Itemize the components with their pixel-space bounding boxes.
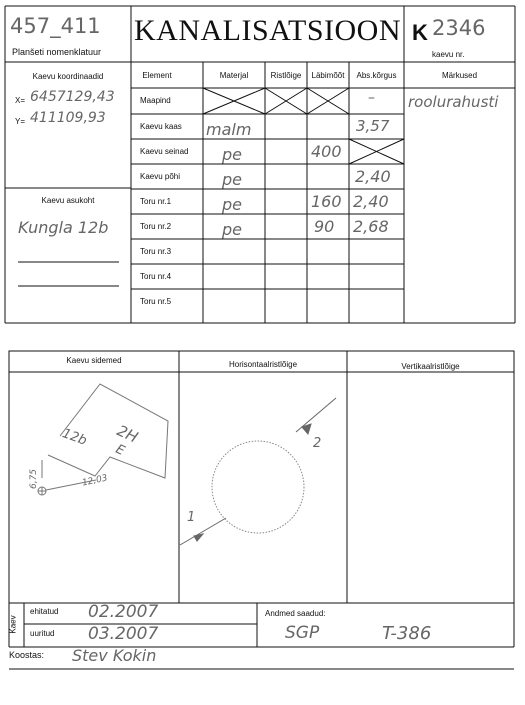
author-label: Koostas: [9, 650, 45, 660]
col-diameter: Läbimõõt [311, 71, 345, 80]
row-element: Toru nr.5 [140, 297, 172, 306]
row-element: Kaevu seinad [140, 147, 189, 156]
footer-side-label: Kaev [8, 615, 18, 634]
row-element: Toru nr.1 [140, 197, 172, 206]
house-floors: 2H [114, 421, 141, 447]
measured-label: uuritud [30, 629, 55, 638]
built-value: 02.2007 [88, 602, 159, 622]
row-elevation: – [368, 90, 375, 106]
vertical-label: Vertikaalristlõige [401, 362, 460, 371]
built-label: ehitatud [30, 607, 59, 616]
col-elevation: Abs.kõrgus [356, 71, 397, 80]
y-prefix: Y= [15, 117, 26, 126]
row-material: pe [222, 195, 242, 214]
coords-label: Kaevu koordinaadid [32, 72, 104, 81]
row-elevation: 2,40 [355, 167, 391, 186]
dim-a: 6,75 [29, 468, 40, 490]
nomenclature-label: Planšeti nomenklatuur [12, 47, 102, 57]
row-element: Maapind [140, 96, 171, 105]
measured-value: 03.2007 [88, 624, 159, 644]
row-element: Toru nr.4 [140, 272, 172, 281]
pipe-1-label: 1 [187, 510, 196, 525]
x-prefix: X= [15, 96, 26, 105]
row-material: pe [222, 220, 242, 239]
row-elevation: 3,57 [356, 117, 390, 135]
pipe-2-label: 2 [313, 436, 322, 451]
location-label: Kaevu asukoht [41, 196, 95, 205]
dim-b: 12,03 [81, 473, 109, 489]
row-notes: roolurahusti [408, 93, 499, 111]
well-label: kaevu nr. [432, 50, 465, 59]
row-diameter: 90 [314, 217, 335, 236]
location-value: Kungla 12b [18, 218, 109, 237]
house-letter: E [113, 441, 128, 460]
row-elevation: 2,40 [353, 192, 389, 211]
row-diameter: 400 [311, 142, 342, 161]
row-element: Toru nr.2 [140, 222, 172, 231]
col-notes: Märkused [441, 71, 478, 80]
col-material: Materjal [219, 71, 249, 80]
col-element: Element [142, 71, 172, 80]
row-material: pe [222, 170, 242, 189]
well-prefix: K [412, 20, 428, 45]
house-number: 12b [60, 426, 89, 449]
x-value: 6457129,43 [30, 89, 115, 105]
row-element: Kaevu põhi [140, 172, 181, 181]
row-material: pe [222, 145, 242, 164]
links-label: Kaevu sidemed [66, 356, 122, 365]
col-cross: Ristlõige [270, 71, 302, 80]
y-value: 411109,93 [30, 110, 106, 126]
source-ref: T-386 [382, 623, 432, 644]
source-label: Andmed saadud: [265, 609, 326, 618]
author-value: Stev Kokin [72, 646, 157, 665]
row-material: malm [206, 120, 252, 139]
well-number: 2346 [432, 16, 486, 40]
horizontal-label: Horisontaalristlõige [228, 360, 298, 369]
page-title: KANALISATSIOON [134, 14, 401, 47]
row-diameter: 160 [311, 192, 342, 211]
nomenclature-value: 457_411 [10, 14, 101, 38]
row-elevation: 2,68 [353, 217, 389, 236]
row-element: Kaevu kaas [140, 122, 182, 131]
row-element: Toru nr.3 [140, 247, 172, 256]
source-org: SGP [285, 623, 320, 643]
